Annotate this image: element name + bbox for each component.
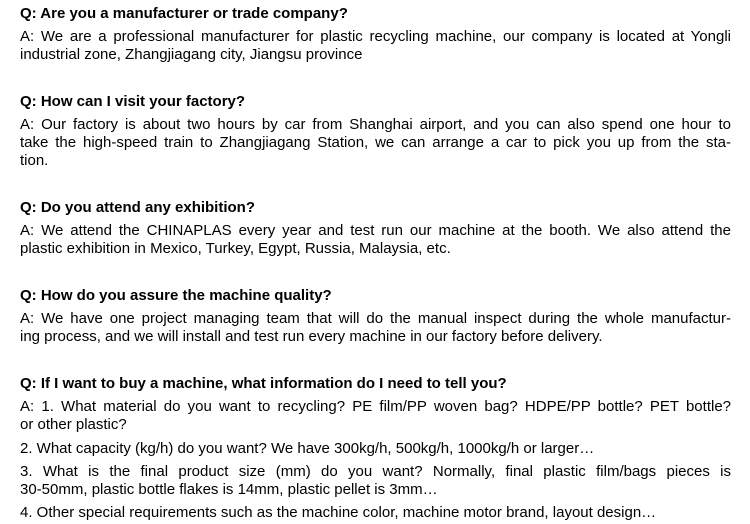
faq-answer-line: A: Our factory is about two hours by car from Shanghai airport, and you can also spend one hour to (20, 116, 731, 133)
faq-question: Q: How can I visit your factory? (20, 93, 246, 110)
faq-question: Q: How do you assure the machine quality? (20, 287, 332, 304)
faq-answer-line: A: 1. What material do you want to recycling? PE film/PP woven bag? HDPE/PP bottle? PET bottle? (20, 398, 731, 415)
faq-question: Q: If I want to buy a machine, what information do I need to tell you? (20, 375, 507, 392)
faq-answer-line: tion. (20, 152, 49, 169)
faq-answer-line: ing process, and we will install and test run every machine in our factory before delivery. (20, 328, 603, 345)
faq-answer-line: plastic exhibition in Mexico, Turkey, Egypt, Russia, Malaysia, etc. (20, 240, 451, 257)
faq-answer-line: 3. What is the final product size (mm) do you want? Normally, final plastic film/bags pieces is (20, 463, 731, 480)
faq-answer-line: A: We attend the CHINAPLAS every year and test run our machine at the booth. We also attend the (20, 222, 731, 239)
faq-question: Q: Do you attend any exhibition? (20, 199, 256, 216)
faq-question: Q: Are you a manufacturer or trade company? (20, 5, 348, 22)
faq-answer-line: 30-50mm, plastic bottle flakes is 14mm, plastic pellet is 3mm… (20, 481, 438, 498)
faq-answer-line: or other plastic? (20, 416, 127, 433)
faq-answer-line: take the high-speed train to Zhangjiagang Station, we can arrange a car to pick you up from the sta- (20, 134, 731, 151)
faq-answer-line: A: We have one project managing team that will do the manual inspect during the whole manufactur- (20, 310, 731, 327)
faq-answer-line: 4. Other special requirements such as the machine color, machine motor brand, layout design… (20, 504, 657, 521)
faq-answer-line: A: We are a professional manufacturer for plastic recycling machine, our company is located at Yongli (20, 28, 731, 45)
faq-answer-line: industrial zone, Zhangjiagang city, Jiangsu province (20, 46, 363, 63)
faq-answer-line: 2. What capacity (kg/h) do you want? We have 300kg/h, 500kg/h, 1000kg/h or larger… (20, 440, 595, 457)
